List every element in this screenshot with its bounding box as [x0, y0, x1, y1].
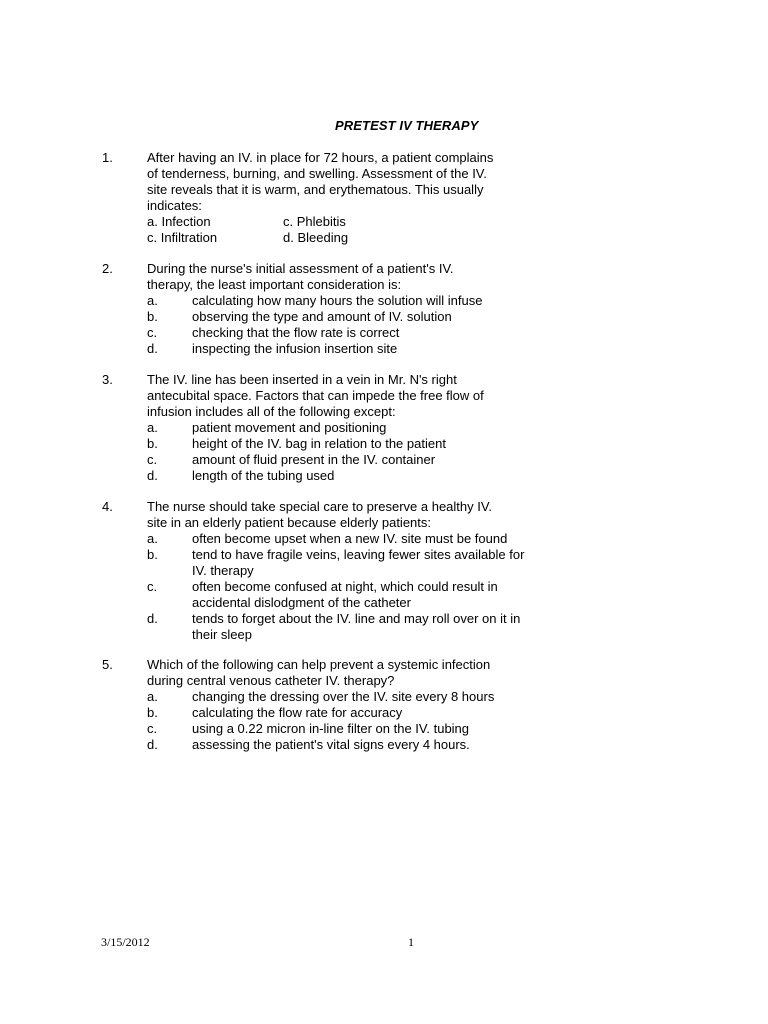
- question-stem-line: site reveals that it is warm, and erythematous. This usually: [147, 182, 484, 197]
- option-letter: d.: [147, 468, 158, 483]
- footer-date: 3/15/2012: [101, 935, 150, 949]
- answer-option: [147, 436, 567, 452]
- option-text: calculating the flow rate for accuracy: [192, 705, 403, 720]
- option-text: amount of fluid present in the IV. container: [192, 452, 436, 467]
- question-body: [147, 372, 567, 484]
- question-stem-line: indicates:: [147, 198, 202, 213]
- option-text: assessing the patient's vital signs every 4 hours.: [192, 737, 470, 752]
- option-letter: c.: [147, 325, 158, 340]
- option-text: patient movement and positioning: [192, 420, 387, 435]
- answer-option-row: [147, 230, 567, 246]
- question-body: [147, 261, 567, 357]
- question-stem-line: Which of the following can help prevent a systemic infection: [147, 657, 491, 672]
- question-stem-line: The IV. line has been inserted in a vein in Mr. N's right: [147, 372, 457, 387]
- option-letter: b.: [147, 705, 158, 720]
- answer-option: d. Bleeding: [283, 230, 349, 245]
- option-letter: c.: [147, 721, 158, 736]
- option-text: their sleep: [192, 627, 252, 642]
- option-letter: b.: [147, 547, 158, 562]
- answer-option: [147, 325, 567, 341]
- question-stem-line: antecubital space. Factors that can impede the free flow of: [147, 388, 484, 403]
- answer-option: [147, 309, 567, 325]
- option-text: height of the IV. bag in relation to the patient: [192, 436, 446, 451]
- answer-option: [147, 579, 567, 611]
- answer-option: [147, 468, 567, 484]
- option-letter: b.: [147, 309, 158, 324]
- option-letter: d.: [147, 341, 158, 356]
- option-text: often become upset when a new IV. site must be found: [192, 531, 508, 546]
- answer-option: [147, 341, 567, 357]
- option-text: checking that the flow rate is correct: [192, 325, 400, 340]
- option-letter: c.: [147, 579, 158, 594]
- answer-options: [147, 214, 567, 246]
- question-stem-line: After having an IV. in place for 72 hours, a patient complains: [147, 150, 494, 165]
- option-text: IV. therapy: [192, 563, 254, 578]
- answer-option: [147, 420, 567, 436]
- option-text: length of the tubing used: [192, 468, 335, 483]
- question-number: 2.: [102, 261, 113, 276]
- question-stem-line: therapy, the least important consideration is:: [147, 277, 402, 292]
- answer-option: a. Infection: [147, 214, 211, 229]
- option-text: tends to forget about the IV. line and may roll over on it in: [192, 611, 521, 626]
- question-stem-line: The nurse should take special care to preserve a healthy IV.: [147, 499, 492, 514]
- question-stem-line: infusion includes all of the following except:: [147, 404, 396, 419]
- answer-option: c. Infiltration: [147, 230, 218, 245]
- option-letter: c.: [147, 452, 158, 467]
- answer-option: [147, 293, 567, 309]
- answer-option: [147, 452, 567, 468]
- page-number: 1: [408, 935, 414, 949]
- answer-option: [147, 689, 567, 705]
- answer-option: [147, 531, 567, 547]
- option-letter: d.: [147, 737, 158, 752]
- question-stem-line: during central venous catheter IV. therapy?: [147, 673, 395, 688]
- option-text: accidental dislodgment of the catheter: [192, 595, 411, 610]
- option-text: calculating how many hours the solution will infuse: [192, 293, 483, 308]
- question-stem-line: of tenderness, burning, and swelling. Assessment of the IV.: [147, 166, 487, 181]
- question-body: [147, 499, 567, 643]
- answer-option: [147, 611, 567, 643]
- answer-option: [147, 705, 567, 721]
- option-text: tend to have fragile veins, leaving fewer sites available for: [192, 547, 525, 562]
- question-number: 3.: [102, 372, 113, 387]
- option-letter: d.: [147, 611, 158, 626]
- question-stem-line: site in an elderly patient because elderly patients:: [147, 515, 432, 530]
- option-text: inspecting the infusion insertion site: [192, 341, 398, 356]
- option-letter: a.: [147, 293, 158, 308]
- answer-option: c. Phlebitis: [283, 214, 346, 229]
- option-letter: b.: [147, 436, 158, 451]
- option-text: using a 0.22 micron in-line filter on the IV. tubing: [192, 721, 470, 736]
- option-letter: a.: [147, 531, 158, 546]
- question-number: 1.: [102, 150, 113, 165]
- answer-option: [147, 721, 567, 737]
- answer-option: [147, 547, 567, 579]
- option-text: often become confused at night, which could result in: [192, 579, 498, 594]
- question-stem-line: During the nurse's initial assessment of a patient's IV.: [147, 261, 454, 276]
- option-letter: a.: [147, 689, 158, 704]
- question-number: 5.: [102, 657, 113, 672]
- option-letter: a.: [147, 420, 158, 435]
- question-number: 4.: [102, 499, 113, 514]
- question-body: [147, 657, 567, 753]
- answer-option: [147, 737, 567, 753]
- option-text: changing the dressing over the IV. site every 8 hours: [192, 689, 495, 704]
- option-text: observing the type and amount of IV. solution: [192, 309, 452, 324]
- answer-option-row: [147, 214, 567, 230]
- page-title: PRETEST IV THERAPY: [335, 118, 479, 133]
- question-body: [147, 150, 567, 246]
